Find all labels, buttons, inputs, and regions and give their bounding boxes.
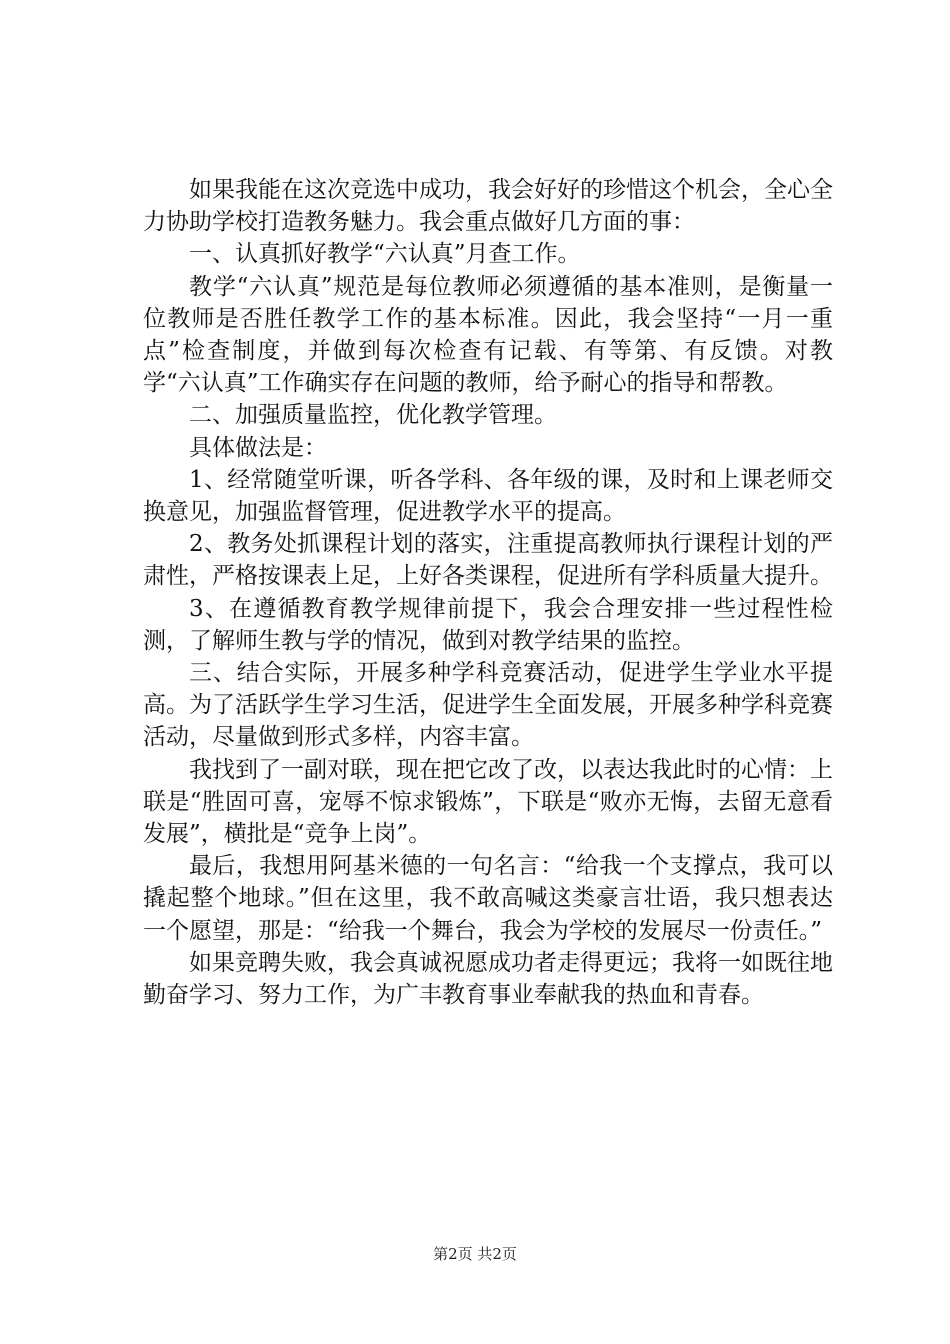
paragraph-point-three: 三、结合实际，开展多种学科竞赛活动，促进学生学业水平提高。为了活跃学生学习生活，促进学生全面发展，开展多种学科竞赛活动，尽量做到形式多样，内容丰富。	[143, 660, 833, 751]
paragraph-method-3: 3、在遵循教育教学规律前提下，我会合理安排一些过程性检测，了解师生教与学的情况，做到对教学结果的监控。	[143, 595, 833, 654]
paragraph-methods-intro: 具体做法是：	[189, 434, 327, 461]
heading-point-two: 二、加强质量监控，优化教学管理。	[189, 402, 557, 429]
paragraph-closing: 如果竞聘失败，我会真诚祝愿成功者走得更远；我将一如既往地勤奋学习、努力工作，为广丰教育事业奉献我的热血和青春。	[143, 949, 833, 1009]
page-number-footer: 第2页 共2页	[433, 1245, 517, 1263]
paragraph-method-1: 1、经常随堂听课，听各学科、各年级的课，及时和上课老师交换意见，加强监督管理，促进教学水平的提高。	[143, 466, 833, 526]
paragraph-intro: 如果我能在这次竞选中成功，我会好好的珍惜这个机会，全心全力协助学校打造教务魅力。我会重点做好几方面的事：	[143, 177, 833, 236]
paragraph-six-diligence: 教学“六认真”规范是每位教师必须遵循的基本准则，是衡量一位教师是否胜任教学工作的基本标准。因此，我会坚持“一月一重点”检查制度，并做到每次检查有记载、有等第、有反馈。对教学“六认真”工作确实存在问题的教师，给予耐心的指导和帮教。	[143, 273, 833, 397]
document-body	[143, 174, 833, 1011]
heading-point-one: 一、认真抓好教学“六认真”月查工作。	[189, 241, 581, 268]
paragraph-couplet: 我找到了一副对联，现在把它改了改，以表达我此时的心情：上联是“胜固可喜，宠辱不惊求锻炼”，下联是“败亦无悔，去留无意看发展”，横批是“竞争上岗”。	[143, 756, 833, 848]
paragraph-archimedes-quote: 最后，我想用阿基米德的一句名言：“给我一个支撑点，我可以撬起整个地球。”但在这里，我不敢高喊这类豪言壮语，我只想表达一个愿望，那是：“给我一个舞台，我会为学校的发展尽一份责任。”	[143, 853, 833, 944]
paragraph-method-2: 2、教务处抓课程计划的落实，注重提高教师执行课程计划的严肃性，严格按课表上足，上好各类课程，促进所有学科质量大提升。	[143, 531, 833, 590]
